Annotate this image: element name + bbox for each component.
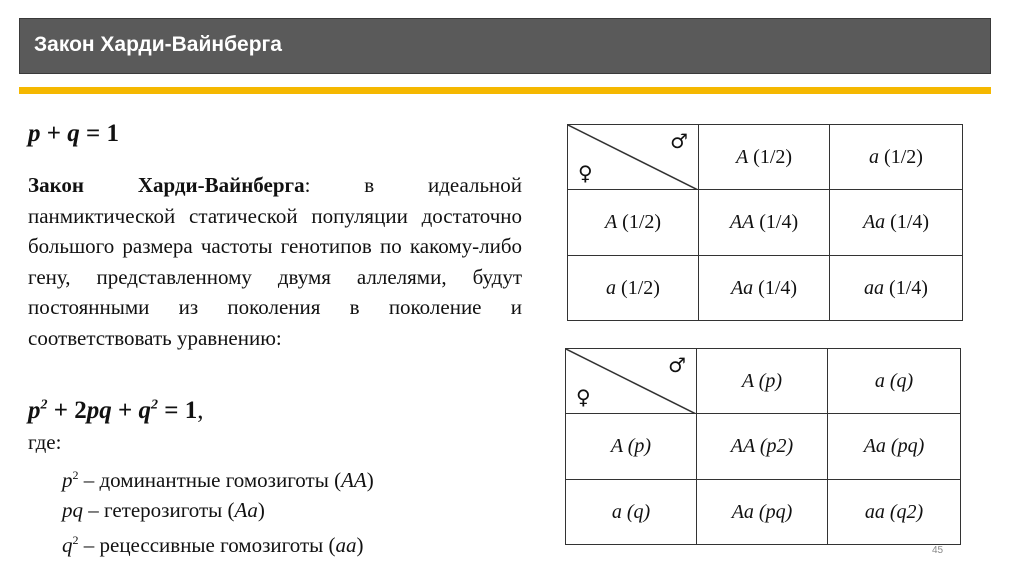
female-icon: ♀ bbox=[578, 161, 593, 185]
definition-item: $q^2$ – рецессивные гомозиготы (aa) bbox=[62, 533, 364, 557]
genotype-cell: Aa (pq) bbox=[697, 480, 828, 545]
genotype-cell: Aa (1/4) bbox=[699, 256, 830, 321]
law-term: Закон Харди-Вайнберга bbox=[28, 173, 305, 197]
header-cell: A (1/2) bbox=[699, 125, 830, 190]
slide-title: Закон Харди-Вайнберга bbox=[34, 33, 282, 56]
genotype-cell: aa (q2) bbox=[828, 480, 961, 545]
header-cell: a (q) bbox=[828, 349, 961, 414]
table-row bbox=[568, 256, 963, 321]
male-icon: ♂ bbox=[670, 129, 688, 153]
genotype-cell: AA (1/4) bbox=[699, 190, 830, 256]
row-label-cell: A (p) bbox=[566, 414, 697, 480]
row-label-cell: a (q) bbox=[566, 480, 697, 545]
header-cell: A (p) bbox=[697, 349, 828, 414]
header-cell: a (1/2) bbox=[830, 125, 963, 190]
male-icon: ♂ bbox=[668, 353, 686, 377]
table-row bbox=[566, 414, 961, 480]
title-underline bbox=[19, 87, 991, 94]
table-row bbox=[568, 190, 963, 256]
genotype-cell: Aa (pq) bbox=[828, 414, 961, 480]
table-corner bbox=[566, 349, 697, 414]
genotype-cell: aa (1/4) bbox=[830, 256, 963, 321]
where-label: где: bbox=[28, 430, 62, 454]
genotype-cell: Aa (1/4) bbox=[830, 190, 963, 256]
table-row bbox=[566, 480, 961, 545]
female-icon: ♀ bbox=[576, 385, 591, 409]
hw-equation: $p^2 + 2pq + q^2 = 1$, bbox=[28, 397, 204, 424]
law-paragraph bbox=[28, 170, 522, 354]
title-bar bbox=[19, 18, 991, 74]
row-label-cell: A (1/2) bbox=[568, 190, 699, 256]
law-text: : в идеальной панмиктической статической популяции достаточно большого размера частоты генотипов по какому-либо гену, представленному двумя аллелями, будут постоянными из поколения в поколение и соответствовать уравнению: bbox=[28, 173, 522, 350]
formula-short: p + q = 1 bbox=[28, 120, 119, 147]
definition-item: pq – гетерозиготы (Aa) bbox=[62, 498, 265, 522]
definitions-list bbox=[62, 460, 374, 560]
page-number: 45 bbox=[932, 545, 944, 556]
punnett-table-frequencies bbox=[565, 348, 961, 545]
table-corner bbox=[568, 125, 699, 190]
row-label-cell: a (1/2) bbox=[568, 256, 699, 321]
genotype-cell: AA (p2) bbox=[697, 414, 828, 480]
punnett-table-fractions bbox=[567, 124, 963, 321]
definition-item: $p^2$ – доминантные гомозиготы (AA) bbox=[62, 468, 374, 492]
